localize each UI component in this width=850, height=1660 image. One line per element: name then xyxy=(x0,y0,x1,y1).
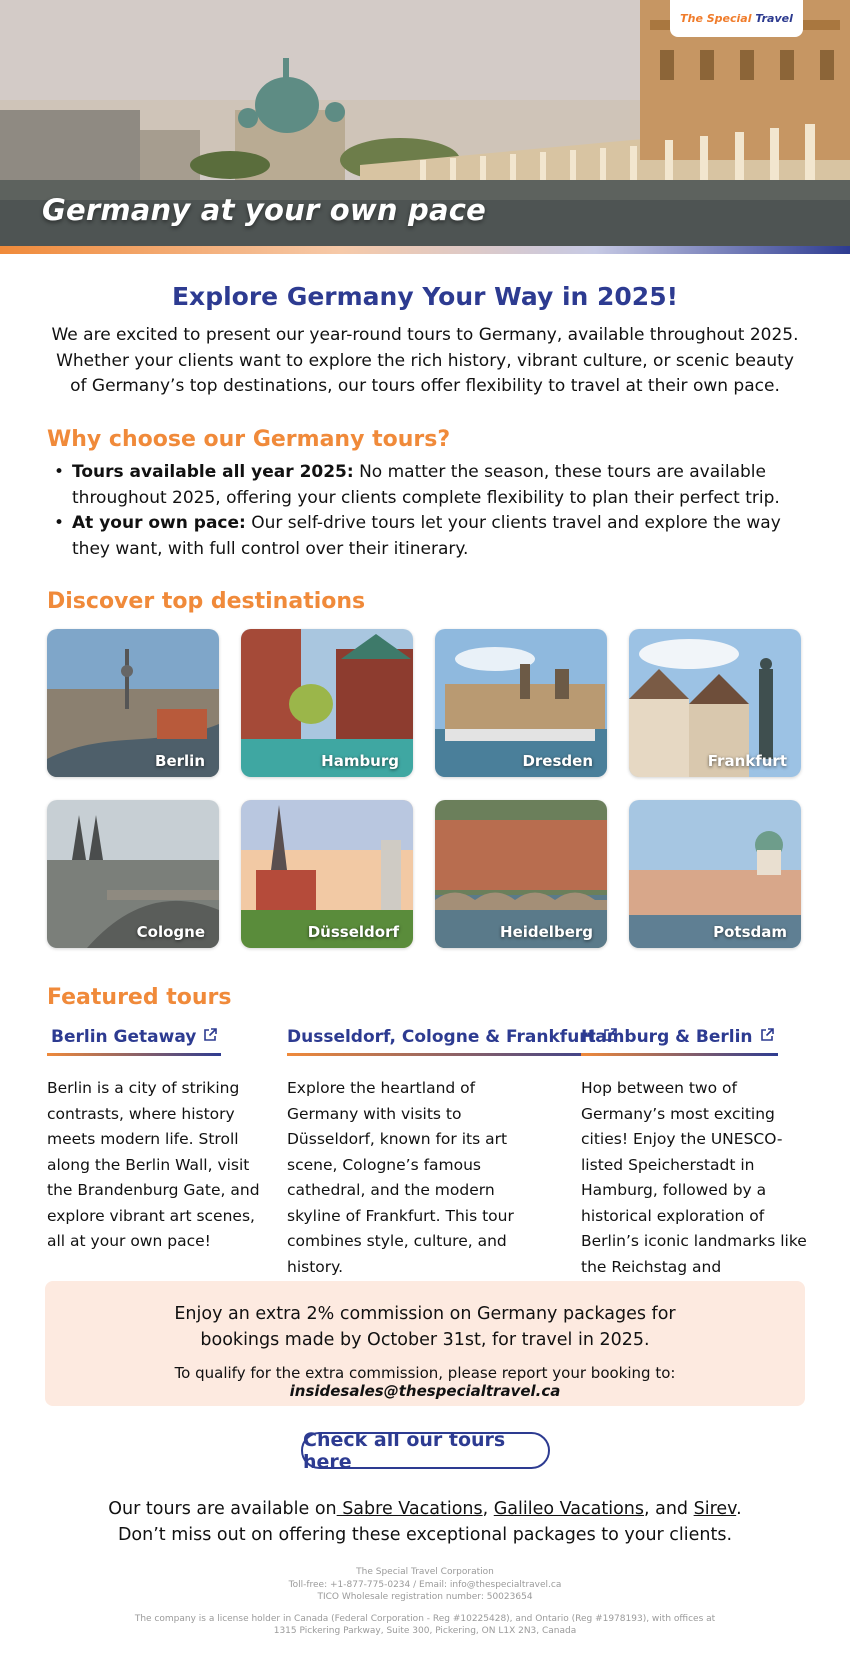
availability-prefix: Our tours are available on xyxy=(108,1499,337,1519)
why-list xyxy=(54,460,799,562)
footer-tico: TICO Wholesale registration number: 50023654 xyxy=(317,1592,533,1602)
destinations-grid xyxy=(47,629,803,948)
tour-title: Dusseldorf, Cologne & Frankfurt xyxy=(287,1027,596,1047)
promo-main-text xyxy=(45,1301,805,1353)
availability-text xyxy=(0,1496,850,1548)
commission-promo-box xyxy=(45,1281,805,1406)
destination-card-berlin[interactable] xyxy=(47,629,219,777)
destination-card-frankfurt[interactable] xyxy=(629,629,801,777)
promo-qualify-text xyxy=(45,1364,805,1400)
logo-text-part1: The Special xyxy=(680,12,756,25)
tour-column-dusseldorf xyxy=(287,1027,596,1280)
tour-column-hamburg xyxy=(581,1027,809,1306)
why-list-item xyxy=(54,511,799,562)
sirev-link[interactable]: Sirev xyxy=(693,1499,737,1519)
tour-column-berlin xyxy=(47,1027,262,1255)
logo-text-part2: Travel xyxy=(755,12,793,25)
destination-name: Frankfurt xyxy=(707,752,787,770)
availability-suffix: . xyxy=(736,1499,742,1519)
destinations-heading: Discover top destinations xyxy=(47,589,366,614)
hero-gradient-stripe xyxy=(0,246,850,254)
promo-line-1: Enjoy an extra 2% commission on Germany packages for xyxy=(174,1304,676,1324)
destination-name: Cologne xyxy=(136,923,205,941)
why-item-text: Our self-drive tours let your clients travel and explore the way they want, with full control over their itinerary. xyxy=(72,513,781,559)
tour-description: Hop between two of Germany’s most exciting cities! Enjoy the UNESCO-listed Speicherstadt in Hamburg, followed by a historical exploration of Berlin’s iconic landmarks like the Reichstag and xyxy=(581,1079,807,1276)
footer xyxy=(0,1566,850,1638)
destination-name: Hamburg xyxy=(321,752,399,770)
hero-title: Germany at your own pace xyxy=(42,193,487,227)
external-link-icon xyxy=(760,1027,774,1047)
destination-name: Düsseldorf xyxy=(307,923,399,941)
tour-description: Berlin is a city of striking contrasts, where history meets modern life. Stroll along the Berlin Wall, visit the Brandenburg Gate, and explore vibrant art scenes, all at your own pace! xyxy=(47,1079,260,1250)
tour-link-berlin-getaway[interactable] xyxy=(47,1027,221,1056)
why-item-bold: Tours available all year 2025: xyxy=(72,462,354,482)
why-list-item xyxy=(54,460,799,511)
destination-name: Heidelberg xyxy=(500,923,593,941)
availability-line-1 xyxy=(0,1496,850,1522)
promo-email-link[interactable]: insidesales@thespecialtravel.ca xyxy=(289,1382,561,1400)
tour-description: Explore the heartland of Germany with visits to Düsseldorf, known for its art scene, Cologne’s famous cathedral, and the modern skyline of Frankfurt. This tour combines style, culture, and history. xyxy=(287,1079,514,1276)
why-heading: Why choose our Germany tours? xyxy=(47,427,451,452)
promo-line-2: bookings made by October 31st, for travel in 2025. xyxy=(200,1330,650,1350)
check-tours-button[interactable]: Check all our tours here xyxy=(301,1432,550,1469)
promo-qualify-label: To qualify for the extra commission, please report your booking to: xyxy=(174,1364,676,1382)
sabre-vacations-link[interactable]: Sabre Vacations xyxy=(336,1499,483,1519)
tour-link-hamburg-berlin[interactable] xyxy=(581,1027,778,1056)
destination-name: Berlin xyxy=(155,752,205,770)
destination-card-heidelberg[interactable] xyxy=(435,800,607,948)
destination-card-cologne[interactable] xyxy=(47,800,219,948)
tour-link-dusseldorf-cologne-frankfurt[interactable] xyxy=(287,1027,621,1056)
destination-card-hamburg[interactable] xyxy=(241,629,413,777)
availability-separator: , xyxy=(482,1499,494,1519)
availability-separator: , and xyxy=(643,1499,694,1519)
footer-legal-2: 1315 Pickering Parkway, Suite 300, Pickering, ON L1X 2N3, Canada xyxy=(273,1626,577,1636)
hero-banner xyxy=(0,0,850,246)
why-item-text: No matter the season, these tours are available throughout 2025, offering your clients complete flexibility to plan their perfect trip. xyxy=(72,462,780,508)
main-heading: Explore Germany Your Way in 2025! xyxy=(171,282,678,311)
destination-name: Dresden xyxy=(522,752,593,770)
intro-paragraph: We are excited to present our year-round tours to Germany, available throughout 2025. Whether your clients want to explore the rich history, vibrant culture, or scenic beauty of Germany’s top destinations, our tours offer flexibility to travel at their own pace. xyxy=(51,325,799,396)
footer-legal-1: The company is a license holder in Canada (Federal Corporation - Reg #10225428), and Ontario (Reg #1978193), with offices at xyxy=(134,1613,716,1624)
destination-card-potsdam[interactable] xyxy=(629,800,801,948)
footer-company: The Special Travel Corporation xyxy=(356,1567,494,1577)
footer-contact: Toll-free: +1-877-775-0234 / Email: info@thespecialtravel.ca xyxy=(288,1579,562,1590)
destination-card-dusseldorf[interactable] xyxy=(241,800,413,948)
galileo-vacations-link[interactable]: Galileo Vacations xyxy=(493,1499,644,1519)
tour-title: Hamburg & Berlin xyxy=(581,1027,753,1047)
brand-logo[interactable] xyxy=(670,0,803,37)
why-item-bold: At your own pace: xyxy=(72,513,246,533)
destination-name: Potsdam xyxy=(713,923,787,941)
external-link-icon xyxy=(203,1027,217,1047)
availability-line-2: Don’t miss out on offering these exceptional packages to your clients. xyxy=(117,1525,733,1545)
featured-heading: Featured tours xyxy=(47,985,232,1010)
tour-title: Berlin Getaway xyxy=(51,1027,197,1047)
destination-card-dresden[interactable] xyxy=(435,629,607,777)
